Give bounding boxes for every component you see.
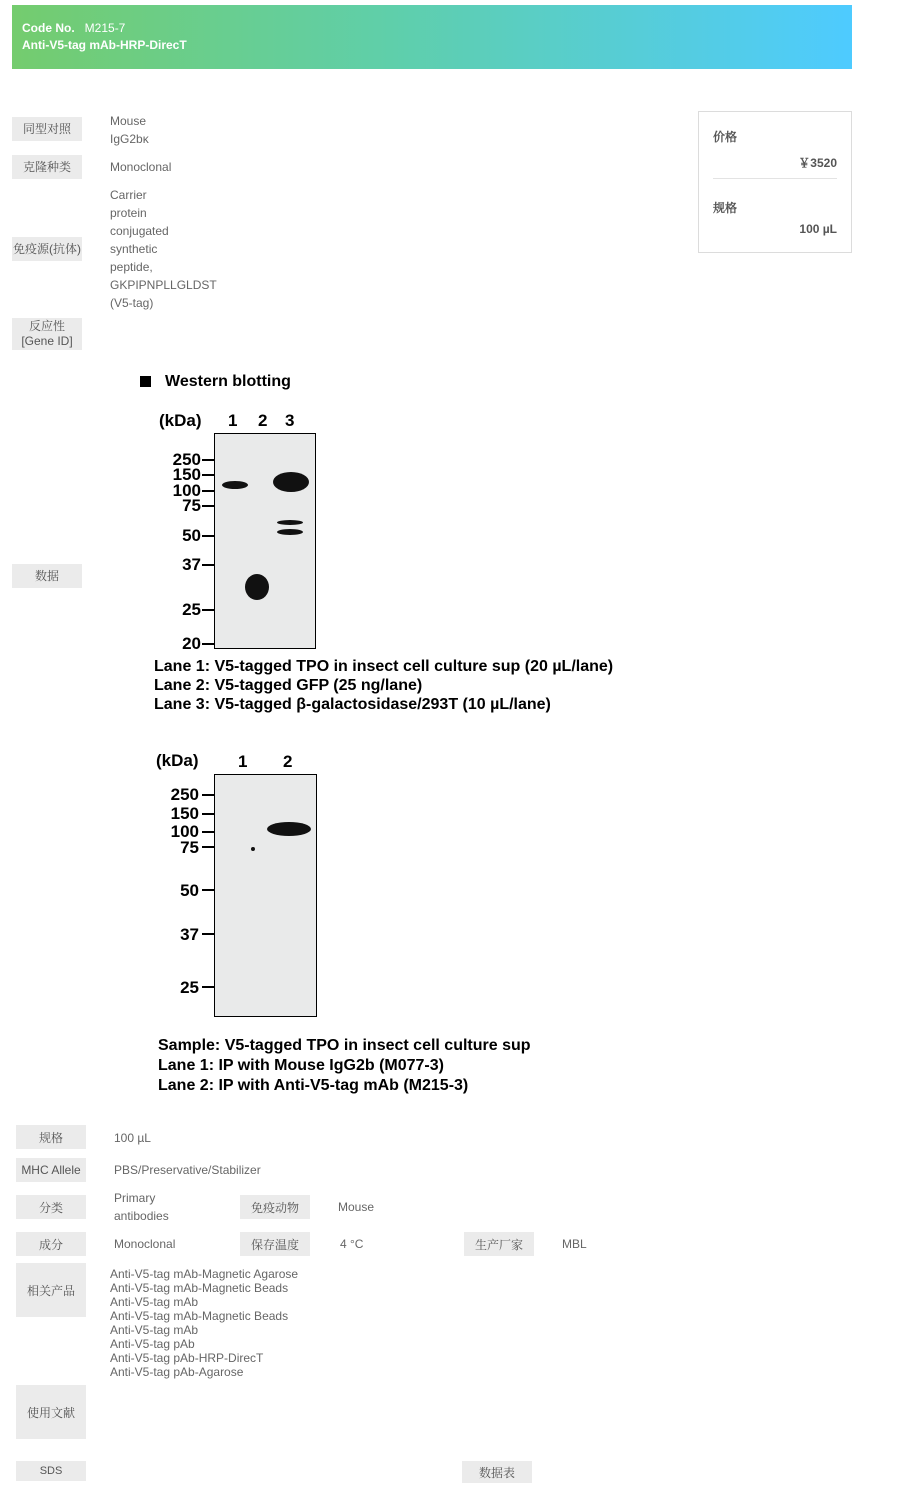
immunogen-line: conjugated	[110, 224, 169, 238]
detail-size-value: 100 µL	[114, 1131, 151, 1145]
blot1-caption: Lane 3: V5-tagged β-galactosidase/293T (10 µL/lane)	[154, 696, 551, 713]
isotype-value	[110, 112, 149, 148]
price-panel	[698, 111, 852, 253]
blot1-lane-label: 1	[228, 411, 238, 430]
size-value: 100 µL	[799, 222, 837, 236]
blot2-marker: 75	[180, 838, 199, 857]
blot1-caption: Lane 2: V5-tagged GFP (25 ng/lane)	[154, 677, 423, 694]
price-value: ￥3520	[798, 156, 837, 170]
host-label: 免疫动物	[240, 1195, 310, 1219]
product-header-banner	[12, 5, 852, 69]
clonality-label: 克隆种类	[12, 155, 82, 179]
component-label: 成分	[16, 1232, 86, 1256]
manufacturer-label: 生产厂家	[464, 1232, 534, 1256]
blot2-tick	[202, 794, 215, 796]
clonality-value: Monoclonal	[110, 160, 172, 174]
reactivity-label-line: [Gene ID]	[21, 334, 73, 348]
section-square-icon	[140, 375, 154, 389]
blot1-tick	[202, 474, 215, 476]
blot2-speck	[251, 847, 255, 851]
blot1-marker: 37	[182, 555, 201, 574]
blot2-lane-label: 1	[238, 752, 248, 771]
data-label: 数据	[12, 564, 82, 588]
blot1-marker: 50	[182, 526, 201, 545]
immunogen-line: protein	[110, 206, 147, 220]
blot1-band	[222, 481, 248, 489]
blot1-tick	[202, 490, 215, 492]
code-value: M215-7	[84, 21, 126, 35]
blot1-lane-label: 2	[258, 411, 268, 430]
price-divider	[713, 178, 837, 179]
category-value	[114, 1189, 169, 1225]
related-product-link[interactable]: Anti-V5-tag pAb-Agarose	[110, 1365, 244, 1379]
blot1-marker: 150	[172, 465, 201, 484]
blot1-tick	[202, 609, 215, 611]
blot2-marker: 37	[180, 925, 199, 944]
blot2-tick	[202, 889, 215, 891]
related-product-link[interactable]: Anti-V5-tag mAb	[110, 1323, 199, 1337]
blot1-tick	[202, 564, 215, 566]
datasheet-button[interactable]: 数据表	[462, 1461, 532, 1483]
immunogen-line: synthetic	[110, 242, 158, 256]
component-value: Monoclonal	[114, 1237, 176, 1251]
blot1-tick	[202, 535, 215, 537]
price-label: 价格	[713, 130, 738, 144]
immunogen-line: (V5-tag)	[110, 296, 154, 310]
blot1-tick	[202, 643, 215, 645]
literature-label: 使用文献	[16, 1385, 86, 1439]
related-product-link[interactable]: Anti-V5-tag pAb-HRP-DirecT	[110, 1351, 264, 1365]
reactivity-label-line: 反应性	[28, 319, 65, 333]
blot1-band	[245, 574, 269, 600]
blot1-membrane	[214, 433, 316, 649]
blot1-kda-label: (kDa)	[159, 411, 202, 430]
product-code	[22, 21, 125, 35]
isotype-value-line: Mouse	[110, 114, 147, 128]
blot2-caption: Sample: V5-tagged TPO in insect cell culture sup	[158, 1037, 531, 1054]
blot2-caption: Lane 1: IP with Mouse IgG2b (M077-3)	[158, 1057, 444, 1074]
immunogen-line: peptide,	[110, 260, 153, 274]
isotype-label: 同型对照	[12, 117, 82, 141]
blot2-marker: 50	[180, 881, 199, 900]
blot1-tick	[202, 505, 215, 507]
blot1-lane-label: 3	[285, 411, 295, 430]
blot2-marker: 25	[180, 978, 199, 997]
blot1-marker: 25	[182, 600, 201, 619]
reactivity-label	[12, 318, 82, 350]
blot1-band	[277, 529, 303, 535]
blot1-marker: 100	[172, 481, 201, 500]
category-label: 分类	[16, 1195, 86, 1219]
western-blotting-title: Western blotting	[165, 373, 291, 390]
blot1-band	[273, 472, 309, 492]
immunogen-label: 免疫源(抗体)	[12, 237, 82, 261]
related-product-link[interactable]: Anti-V5-tag mAb-Magnetic Agarose	[110, 1267, 299, 1281]
blot2-band	[267, 822, 311, 836]
blot1-tick	[202, 459, 215, 461]
immunogen-line: GKPIPNPLLGLDST	[110, 278, 217, 292]
blot1-marker: 250	[172, 450, 201, 469]
host-value: Mouse	[338, 1200, 375, 1214]
blot2-caption: Lane 2: IP with Anti-V5-tag mAb (M215-3)	[158, 1077, 469, 1094]
blot2-kda-label: (kDa)	[156, 751, 199, 770]
blot2-marker: 150	[170, 804, 199, 823]
product-title: Anti-V5-tag mAb-HRP-DirecT	[22, 38, 187, 52]
blot1-caption: Lane 1: V5-tagged TPO in insect cell culture sup (20 µL/lane)	[154, 658, 614, 675]
blot2-tick	[202, 846, 215, 848]
storage-label: 保存温度	[240, 1232, 310, 1256]
category-value-line: antibodies	[114, 1209, 169, 1223]
blot2-tick	[202, 813, 215, 815]
immunogen-line: Carrier	[110, 188, 147, 202]
mhc-allele-label: MHC Allele	[16, 1158, 86, 1182]
related-product-link[interactable]: Anti-V5-tag pAb	[110, 1337, 195, 1351]
storage-value: 4 °C	[340, 1237, 364, 1251]
isotype-value-line: IgG2bκ	[110, 132, 149, 146]
blot2-tick	[202, 831, 215, 833]
blot2-tick	[202, 933, 215, 935]
related-product-link[interactable]: Anti-V5-tag mAb	[110, 1295, 199, 1309]
related-products-list	[110, 1267, 298, 1379]
related-products-label: 相关产品	[16, 1263, 86, 1317]
related-product-link[interactable]: Anti-V5-tag mAb-Magnetic Beads	[110, 1309, 289, 1323]
size-label: 规格	[713, 201, 738, 215]
blot2-marker: 100	[170, 822, 199, 841]
blot1-marker: 20	[182, 634, 201, 653]
blot2-marker: 250	[170, 785, 199, 804]
blot1-band	[277, 520, 303, 525]
blot1-marker: 75	[182, 496, 201, 515]
blot2-tick	[202, 986, 215, 988]
manufacturer-value: MBL	[562, 1237, 587, 1251]
immunogen-value	[110, 186, 217, 312]
category-value-line: Primary	[114, 1191, 156, 1205]
related-product-link[interactable]: Anti-V5-tag mAb-Magnetic Beads	[110, 1281, 289, 1295]
blot2-lane-label: 2	[283, 752, 293, 771]
blot2-membrane	[214, 774, 317, 1017]
mhc-allele-value: PBS/Preservative/Stabilizer	[114, 1163, 261, 1177]
code-label: Code No.	[22, 21, 75, 35]
sds-button[interactable]: SDS	[16, 1461, 86, 1481]
detail-size-label: 规格	[16, 1125, 86, 1149]
